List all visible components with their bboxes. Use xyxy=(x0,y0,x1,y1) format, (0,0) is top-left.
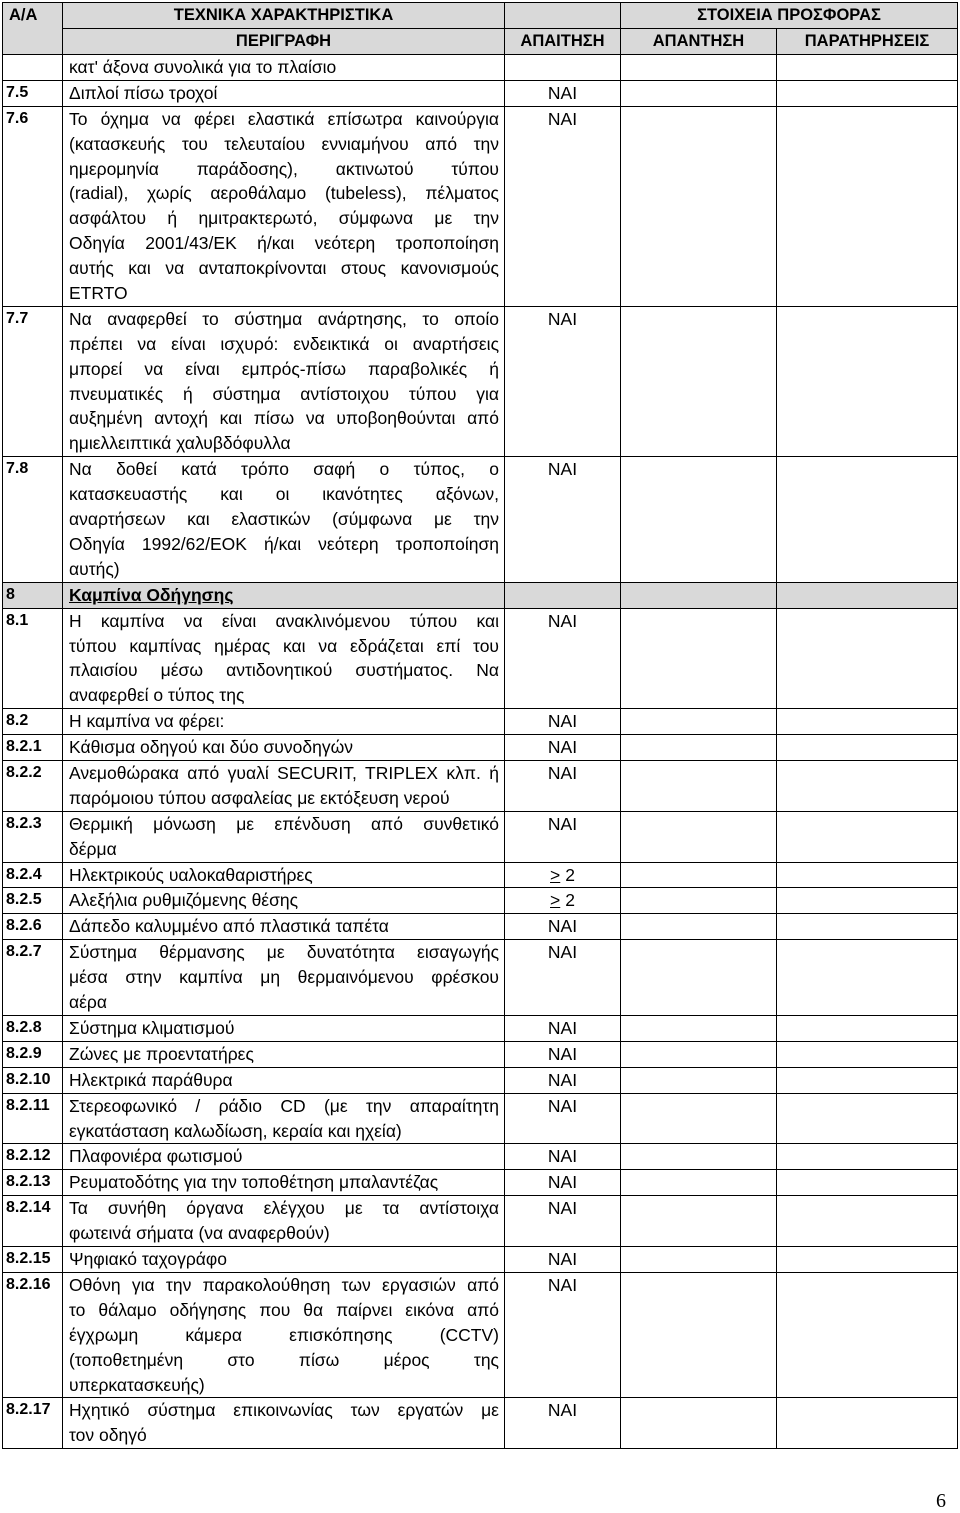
item-number-cell xyxy=(3,1093,63,1144)
spec-table xyxy=(2,2,958,1449)
spec-row xyxy=(3,1272,958,1397)
notes-cell xyxy=(777,1398,958,1449)
item-number-cell xyxy=(3,1398,63,1449)
description-line: Πλαφονιέρα φωτισμού xyxy=(69,1146,243,1167)
description-cell xyxy=(63,457,505,582)
description-line: Οδηγία 2001/43/ΕΚ ή/και νεότερη τροποποίηση xyxy=(69,233,499,254)
requirement-value: ΝΑΙ xyxy=(547,1198,578,1219)
header-row-groups xyxy=(3,3,958,29)
header-notes: ΠΑΡΑΤΗΡΗΣΕΙΣ xyxy=(777,29,958,55)
description-line: Ψηφιακό ταχογράφο xyxy=(69,1249,227,1270)
requirement-value: 2 xyxy=(565,890,575,911)
notes-cell xyxy=(777,709,958,735)
notes-cell xyxy=(777,862,958,888)
requirement-value: ΝΑΙ xyxy=(547,1146,578,1167)
description-line: (radial), χωρίς αεροθάλαμο (tubeless), πέλματος xyxy=(69,183,499,204)
description-line: αέρα xyxy=(69,992,107,1013)
description-line: αυτής) xyxy=(69,558,120,579)
notes-cell xyxy=(777,55,958,81)
answer-cell xyxy=(621,811,777,862)
item-number-cell xyxy=(3,709,63,735)
requirement-value: ΝΑΙ xyxy=(547,1043,578,1064)
spec-row xyxy=(3,914,958,940)
description-line: υπερκατασκευής) xyxy=(69,1374,205,1395)
description-line: Τα συνήθη όργανα ελέγχου με τα αντίστοιχα xyxy=(69,1198,499,1219)
description-line: πλαισίου μέσω αντιδονητικού συστήματος. Να xyxy=(69,660,499,681)
requirement-cell xyxy=(505,106,621,306)
spec-row xyxy=(3,1015,958,1041)
item-number: 7.5 xyxy=(6,83,29,101)
description-cell xyxy=(63,1272,505,1397)
answer-cell xyxy=(621,608,777,709)
notes-cell xyxy=(777,582,958,608)
item-number: 8.2.14 xyxy=(6,1199,51,1217)
description-cell xyxy=(63,1247,505,1273)
description-line: κατ' άξονα συνολικά για το πλαίσιο xyxy=(69,57,337,77)
item-number: 8.2.13 xyxy=(6,1173,51,1191)
spec-row xyxy=(3,306,958,456)
description-line: Κάθισμα οδηγού και δύο συνοδηγών xyxy=(69,737,353,758)
spec-table-body xyxy=(3,55,958,1449)
item-number-cell xyxy=(3,1170,63,1196)
item-number: 8.2.8 xyxy=(6,1018,42,1036)
item-number: 8.2.2 xyxy=(6,764,42,781)
requirement-cell xyxy=(505,862,621,888)
answer-cell xyxy=(621,862,777,888)
item-number-cell xyxy=(3,1272,63,1397)
item-number: 7.6 xyxy=(6,109,29,127)
notes-cell xyxy=(777,1093,958,1144)
item-number: 8.2.4 xyxy=(6,865,42,883)
notes-cell xyxy=(777,1015,958,1041)
requirement-cell xyxy=(505,888,621,914)
requirement-cell xyxy=(505,457,621,582)
description-line: Ηλεκτρικά παράθυρα xyxy=(69,1069,233,1090)
item-number: 8.2.12 xyxy=(6,1147,51,1165)
spec-row xyxy=(3,1067,958,1093)
description-cell xyxy=(63,1398,505,1449)
description-line: αναφερθεί ο τύπος της xyxy=(69,685,245,706)
header-description: ΠΕΡΙΓΡΑΦΗ xyxy=(63,29,505,55)
item-number-cell xyxy=(3,106,63,306)
notes-cell xyxy=(777,1247,958,1273)
description-cell xyxy=(63,940,505,1016)
description-line: Ρευματοδότης για την τοποθέτηση μπαλαντέζας xyxy=(69,1172,439,1193)
description-line: Το όχημα να φέρει ελαστικά επίσωτρα καινούργια xyxy=(69,108,499,129)
requirement-cell xyxy=(505,1170,621,1196)
notes-cell xyxy=(777,457,958,582)
description-cell xyxy=(63,862,505,888)
description-line: Ζώνες με προεντατήρες xyxy=(69,1043,254,1064)
description-cell xyxy=(63,888,505,914)
table-header xyxy=(3,3,958,55)
description-line: έγχρωμη κάμερα επισκόπησης (CCTV) xyxy=(69,1324,499,1345)
spec-row xyxy=(3,457,958,582)
header-technical-characteristics: ΤΕΧΝΙΚΑ ΧΑΡΑΚΤΗΡΙΣΤΙΚΑ xyxy=(63,3,505,29)
description-cell xyxy=(63,709,505,735)
requirement-cell xyxy=(505,761,621,812)
description-line: αυτής και να ανταποκρίνονται στους κανονισμούς xyxy=(69,258,499,279)
item-number: 8.2.16 xyxy=(6,1275,51,1293)
answer-cell xyxy=(621,457,777,582)
header-answer: ΑΠΑΝΤΗΣΗ xyxy=(621,29,777,55)
item-number-cell xyxy=(3,761,63,812)
item-number-cell xyxy=(3,1041,63,1067)
answer-cell xyxy=(621,735,777,761)
spec-row xyxy=(3,1196,958,1247)
description-line: τον οδηγό xyxy=(69,1425,147,1446)
header-empty-cell xyxy=(505,3,621,29)
description-line: κατασκευαστής και οι ικανότητες αξόνων, xyxy=(69,484,499,505)
section-title: Καμπίνα Οδήγησης xyxy=(69,584,234,605)
spec-row xyxy=(3,1247,958,1273)
description-cell xyxy=(63,735,505,761)
description-line: δέρμα xyxy=(69,838,117,859)
item-number-cell xyxy=(3,582,63,608)
description-cell xyxy=(63,1015,505,1041)
answer-cell xyxy=(621,306,777,456)
description-line: εγκατάσταση καλωδίωση, κεραία και ηχεία) xyxy=(69,1120,402,1141)
answer-cell xyxy=(621,1144,777,1170)
requirement-cell xyxy=(505,582,621,608)
notes-cell xyxy=(777,761,958,812)
item-number-cell xyxy=(3,1067,63,1093)
item-number-cell xyxy=(3,80,63,106)
description-line: ημερομηνία παράδοσης), ακτινωτού τύπου xyxy=(69,158,499,179)
header-row-columns xyxy=(3,29,958,55)
item-number: 8.2.17 xyxy=(6,1401,51,1419)
description-cell xyxy=(63,582,505,608)
notes-cell xyxy=(777,306,958,456)
notes-cell xyxy=(777,1170,958,1196)
answer-cell xyxy=(621,914,777,940)
spec-row xyxy=(3,735,958,761)
description-cell xyxy=(63,1196,505,1247)
item-number: 8 xyxy=(6,585,15,603)
description-line: Στερεοφωνικό / ράδιο CD (με την απαραίτητη xyxy=(69,1095,499,1116)
item-number: 8.2 xyxy=(6,712,29,730)
notes-cell xyxy=(777,940,958,1016)
requirement-value: ΝΑΙ xyxy=(547,763,578,783)
description-cell xyxy=(63,1067,505,1093)
notes-cell xyxy=(777,914,958,940)
requirement-value: ΝΑΙ xyxy=(547,813,578,834)
description-line: μπορεί να είναι εμπρός-πίσω παραβολικές ή xyxy=(69,358,499,379)
requirement-value: 2 xyxy=(565,864,575,885)
description-cell xyxy=(63,914,505,940)
description-line: Διπλοί πίσω τροχοί xyxy=(69,82,218,103)
answer-cell xyxy=(621,1196,777,1247)
description-cell xyxy=(63,306,505,456)
requirement-symbol: > xyxy=(550,864,561,885)
description-cell xyxy=(63,55,505,81)
item-number: 8.2.6 xyxy=(6,917,42,935)
answer-cell xyxy=(621,106,777,306)
item-number-cell xyxy=(3,1015,63,1041)
description-line: Σύστημα θέρμανσης με δυνατότητα εισαγωγής xyxy=(69,942,499,963)
header-requirement: ΑΠΑΙΤΗΣΗ xyxy=(505,29,621,55)
description-line: Η καμπίνα να φέρει: xyxy=(69,711,225,732)
notes-cell xyxy=(777,1144,958,1170)
item-number: 8.2.9 xyxy=(6,1044,42,1062)
requirement-cell xyxy=(505,608,621,709)
description-line: το θάλαμο οδήγησης που θα παίρνει εικόνα από xyxy=(69,1299,499,1320)
answer-cell xyxy=(621,80,777,106)
requirement-cell xyxy=(505,1015,621,1041)
description-line: Ανεμοθώρακα από γυαλί SECURIT, TRIPLEX κλπ. ή xyxy=(69,763,499,783)
spec-row xyxy=(3,1398,958,1449)
description-cell xyxy=(63,1170,505,1196)
requirement-cell xyxy=(505,1272,621,1397)
description-cell xyxy=(63,106,505,306)
requirement-cell xyxy=(505,914,621,940)
header-item-number: Α/Α xyxy=(3,3,63,55)
notes-cell xyxy=(777,608,958,709)
description-cell xyxy=(63,1144,505,1170)
spec-row xyxy=(3,608,958,709)
description-cell xyxy=(63,811,505,862)
description-line: ασφάλτου ή ημιτρακτερωτό, σύμφωνα με την xyxy=(69,208,499,229)
item-number-cell xyxy=(3,55,63,81)
requirement-cell xyxy=(505,55,621,81)
spec-row xyxy=(3,862,958,888)
requirement-cell xyxy=(505,1398,621,1449)
requirement-cell xyxy=(505,306,621,456)
description-cell xyxy=(63,1041,505,1067)
requirement-cell xyxy=(505,709,621,735)
item-number: 8.2.11 xyxy=(6,1096,50,1114)
requirement-cell xyxy=(505,1144,621,1170)
description-line: Αλεξήλια ρυθμιζόμενης θέσης xyxy=(69,890,299,911)
spec-row xyxy=(3,940,958,1016)
item-number: 8.2.15 xyxy=(6,1250,51,1268)
requirement-value: ΝΑΙ xyxy=(547,1095,578,1116)
spec-row xyxy=(3,1093,958,1144)
requirement-cell xyxy=(505,811,621,862)
description-line: (κατασκευής του τελευταίου εννιαμήνου από την xyxy=(69,133,499,154)
requirement-value: ΝΑΙ xyxy=(547,308,578,329)
spec-row xyxy=(3,106,958,306)
description-line: πρέπει να είναι ισχυρό: ενδεικτικά οι αναρτήσεις xyxy=(69,333,499,354)
answer-cell xyxy=(621,582,777,608)
description-line: πνευματικές ή σύστημα αντίστοιχου τύπου για xyxy=(69,383,499,404)
notes-cell xyxy=(777,888,958,914)
description-cell xyxy=(63,761,505,812)
description-line: παρόμοιου τύπου ασφαλείας με εκτόξευση νερού xyxy=(69,787,450,808)
notes-cell xyxy=(777,80,958,106)
requirement-cell xyxy=(505,1247,621,1273)
page-number: 6 xyxy=(936,1490,946,1512)
requirement-value: ΝΑΙ xyxy=(547,1172,578,1193)
spec-row xyxy=(3,761,958,812)
item-number-cell xyxy=(3,608,63,709)
requirement-cell xyxy=(505,1067,621,1093)
notes-cell xyxy=(777,735,958,761)
item-number-cell xyxy=(3,862,63,888)
answer-cell xyxy=(621,709,777,735)
item-number-cell xyxy=(3,306,63,456)
item-number-cell xyxy=(3,811,63,862)
answer-cell xyxy=(621,1067,777,1093)
item-number-cell xyxy=(3,1196,63,1247)
description-line: ETRTO xyxy=(69,283,128,304)
spec-row xyxy=(3,811,958,862)
description-line: Θερμική μόνωση με επένδυση από συνθετικό xyxy=(69,813,499,834)
spec-row xyxy=(3,888,958,914)
item-number: 8.2.10 xyxy=(6,1070,51,1088)
item-number: 8.1 xyxy=(6,611,29,629)
answer-cell xyxy=(621,1398,777,1449)
header-offer-details: ΣΤΟΙΧΕΙΑ ΠΡΟΣΦΟΡΑΣ xyxy=(621,3,958,29)
answer-cell xyxy=(621,55,777,81)
item-number: 7.7 xyxy=(6,309,29,327)
spec-row xyxy=(3,80,958,106)
item-number-cell xyxy=(3,1247,63,1273)
notes-cell xyxy=(777,1272,958,1397)
description-line: Να δοθεί κατά τρόπο σαφή ο τύπος, ο xyxy=(69,459,499,480)
description-line: Η καμπίνα να είναι ανακλινόμενου τύπου και xyxy=(69,610,499,631)
notes-cell xyxy=(777,1067,958,1093)
requirement-value: ΝΑΙ xyxy=(547,108,578,129)
item-number-cell xyxy=(3,1144,63,1170)
answer-cell xyxy=(621,1170,777,1196)
requirement-value: ΝΑΙ xyxy=(547,1017,578,1038)
description-line: Σύστημα κλιματισμού xyxy=(69,1017,235,1038)
requirement-value: ΝΑΙ xyxy=(547,711,578,732)
description-line: Οδηγία 1992/62/ΕΟΚ ή/και νεότερη τροποποίηση xyxy=(69,533,499,554)
requirement-value: ΝΑΙ xyxy=(547,82,578,103)
requirement-cell xyxy=(505,940,621,1016)
notes-cell xyxy=(777,106,958,306)
requirement-cell xyxy=(505,1093,621,1144)
item-number: 8.2.7 xyxy=(6,943,42,961)
answer-cell xyxy=(621,940,777,1016)
description-line: ημιελλειπτικά χαλυβδόφυλλα xyxy=(69,433,291,454)
description-line: αυξημένη αντοχή και πίσω να υποβοηθούνται από xyxy=(69,408,499,429)
description-line: Οθόνη για την παρακολούθηση των εργασιών από xyxy=(69,1274,499,1295)
section-row xyxy=(3,582,958,608)
description-line: αναρτήσεων και ελαστικών (σύμφωνα με την xyxy=(69,509,499,530)
spec-row xyxy=(3,1144,958,1170)
item-number: 8.2.5 xyxy=(6,891,42,909)
answer-cell xyxy=(621,761,777,812)
requirement-cell xyxy=(505,1196,621,1247)
requirement-cell xyxy=(505,1041,621,1067)
description-line: Ηλεκτρικούς υαλοκαθαριστήρες xyxy=(69,864,313,885)
spec-row xyxy=(3,1041,958,1067)
requirement-value: ΝΑΙ xyxy=(547,1274,578,1295)
notes-cell xyxy=(777,1196,958,1247)
answer-cell xyxy=(621,1247,777,1273)
description-line: μέσα στην καμπίνα μη θερμαινόμενου φρέσκου xyxy=(69,967,499,988)
requirement-symbol: > xyxy=(550,890,561,911)
requirement-value: ΝΑΙ xyxy=(547,737,578,758)
item-number: 8.2.3 xyxy=(6,814,42,832)
description-cell xyxy=(63,80,505,106)
description-line: (τοποθετημένη στο πίσω μέρος της xyxy=(69,1349,499,1370)
item-number-cell xyxy=(3,735,63,761)
requirement-value: ΝΑΙ xyxy=(547,1400,578,1421)
description-cell xyxy=(63,1093,505,1144)
requirement-value: ΝΑΙ xyxy=(547,1249,578,1270)
requirement-value: ΝΑΙ xyxy=(547,610,578,631)
spec-row xyxy=(3,55,958,81)
requirement-value: ΝΑΙ xyxy=(547,1069,578,1090)
description-line: Ηχητικό σύστημα επικοινωνίας των εργατών με xyxy=(69,1400,499,1421)
notes-cell xyxy=(777,1041,958,1067)
spec-row xyxy=(3,1170,958,1196)
requirement-value: ΝΑΙ xyxy=(547,459,578,480)
item-number: 7.8 xyxy=(6,460,29,478)
requirement-value: ΝΑΙ xyxy=(547,942,578,963)
description-line: φωτεινά σήματα (να αναφερθούν) xyxy=(69,1223,330,1244)
notes-cell xyxy=(777,811,958,862)
answer-cell xyxy=(621,1015,777,1041)
description-cell xyxy=(63,608,505,709)
answer-cell xyxy=(621,1041,777,1067)
description-line: Να αναφερθεί το σύστημα ανάρτησης, το οποίο xyxy=(69,308,499,329)
item-number-cell xyxy=(3,888,63,914)
item-number-cell xyxy=(3,914,63,940)
answer-cell xyxy=(621,1093,777,1144)
item-number-cell xyxy=(3,940,63,1016)
item-number-cell xyxy=(3,457,63,582)
requirement-cell xyxy=(505,80,621,106)
description-line: τύπου καμπίνας ημέρας και να εδράζεται επί του xyxy=(69,635,499,656)
description-line: Δάπεδο καλυμμένο από πλαστικά ταπέτα xyxy=(69,916,389,937)
requirement-value: ΝΑΙ xyxy=(547,916,578,937)
answer-cell xyxy=(621,888,777,914)
spec-row xyxy=(3,709,958,735)
item-number: 8.2.1 xyxy=(6,738,42,756)
requirement-cell xyxy=(505,735,621,761)
answer-cell xyxy=(621,1272,777,1397)
